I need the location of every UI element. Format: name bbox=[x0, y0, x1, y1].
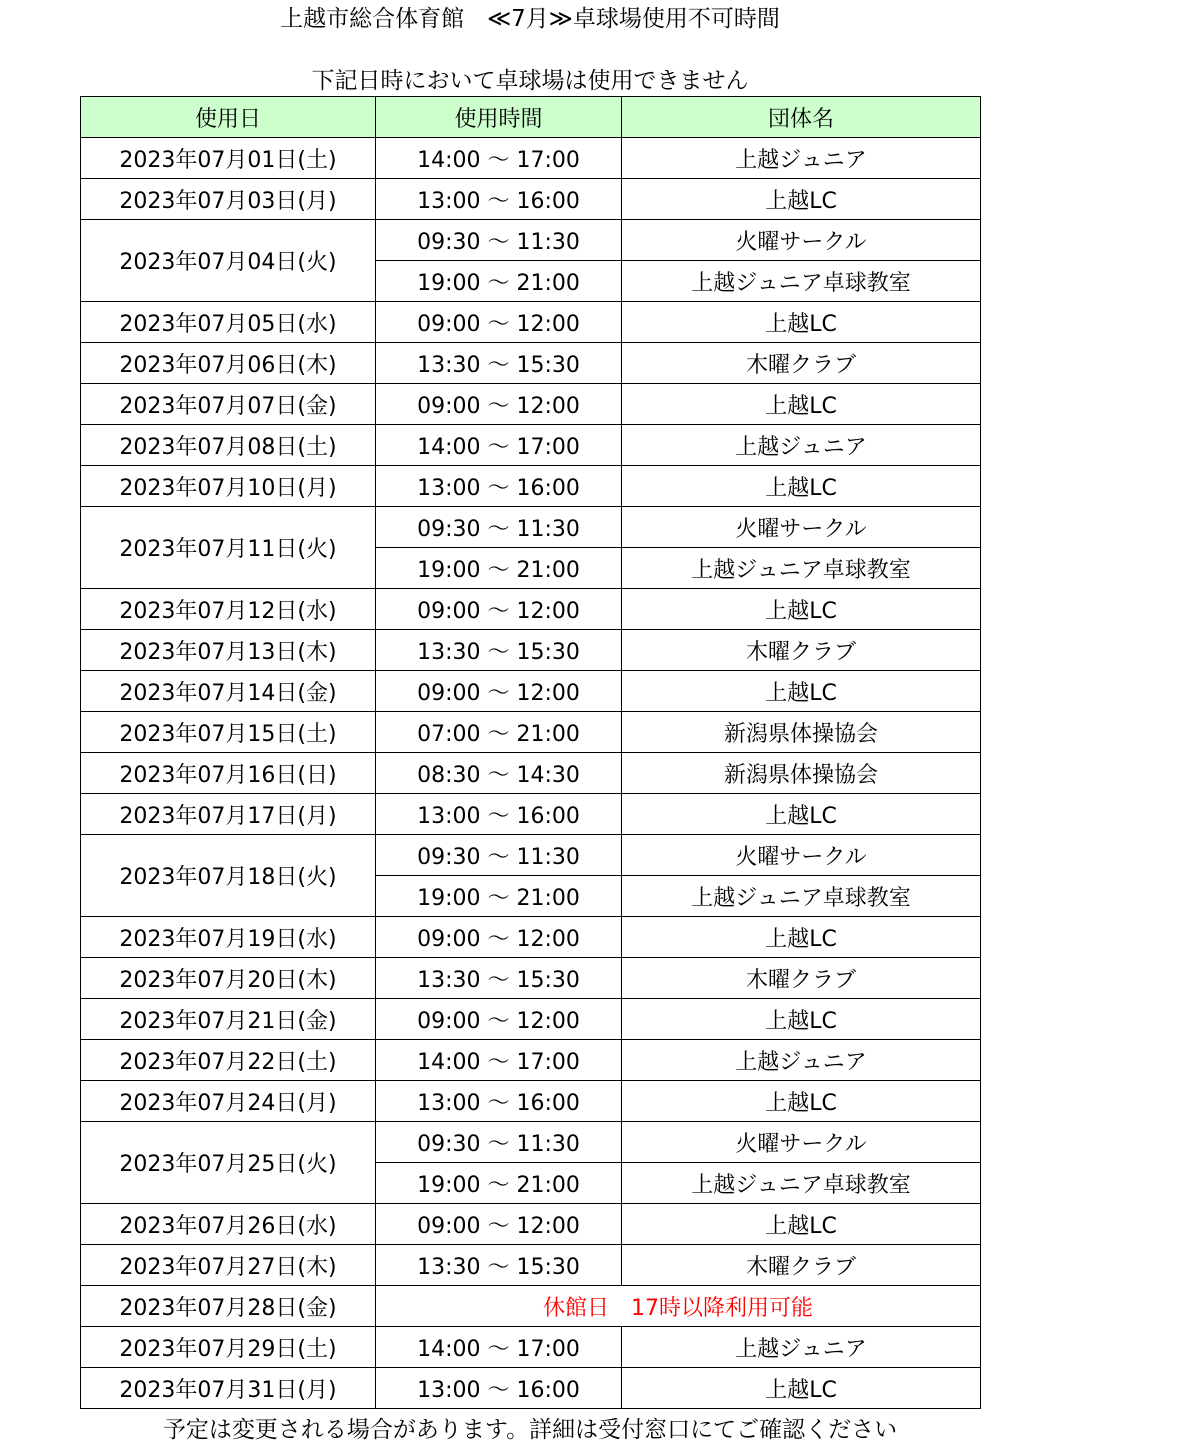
column-header-time: 使用時間 bbox=[376, 97, 622, 138]
time-cell: 13:00 ～ 16:00 bbox=[376, 179, 622, 220]
group-cell: 上越LC bbox=[622, 384, 981, 425]
time-cell: 09:30 ～ 11:30 bbox=[376, 220, 622, 261]
date-cell: 2023年07月27日(木) bbox=[81, 1245, 376, 1286]
group-cell: 上越ジュニア bbox=[622, 425, 981, 466]
group-cell: 上越ジュニア bbox=[622, 138, 981, 179]
time-cell: 19:00 ～ 21:00 bbox=[376, 548, 622, 589]
time-cell: 13:30 ～ 15:30 bbox=[376, 343, 622, 384]
time-cell: 14:00 ～ 17:00 bbox=[376, 1327, 622, 1368]
schedule-table bbox=[80, 96, 981, 1409]
header-row bbox=[81, 97, 981, 138]
time-cell: 13:30 ～ 15:30 bbox=[376, 958, 622, 999]
date-cell: 2023年07月08日(土) bbox=[81, 425, 376, 466]
time-cell: 14:00 ～ 17:00 bbox=[376, 1040, 622, 1081]
date-cell: 2023年07月03日(月) bbox=[81, 179, 376, 220]
table-row bbox=[81, 794, 981, 835]
date-cell: 2023年07月26日(水) bbox=[81, 1204, 376, 1245]
footnote: 予定は変更される場合があります。詳細は受付窓口にてご確認ください bbox=[162, 1417, 898, 1443]
date-cell: 2023年07月31日(月) bbox=[81, 1368, 376, 1409]
date-cell: 2023年07月20日(木) bbox=[81, 958, 376, 999]
group-cell: 木曜クラブ bbox=[622, 630, 981, 671]
group-cell: 上越LC bbox=[622, 1368, 981, 1409]
time-cell: 19:00 ～ 21:00 bbox=[376, 261, 622, 302]
table-row bbox=[81, 384, 981, 425]
time-cell: 07:00 ～ 21:00 bbox=[376, 712, 622, 753]
table-row bbox=[81, 835, 981, 876]
group-cell: 上越ジュニア卓球教室 bbox=[622, 1163, 981, 1204]
group-cell: 上越LC bbox=[622, 671, 981, 712]
table-row bbox=[81, 589, 981, 630]
table-row bbox=[81, 507, 981, 548]
group-cell: 火曜サークル bbox=[622, 835, 981, 876]
table-row bbox=[81, 1081, 981, 1122]
group-cell: 上越LC bbox=[622, 179, 981, 220]
group-cell: 上越LC bbox=[622, 794, 981, 835]
table-row bbox=[81, 712, 981, 753]
group-cell: 上越LC bbox=[622, 917, 981, 958]
group-cell: 火曜サークル bbox=[622, 220, 981, 261]
table-row bbox=[81, 302, 981, 343]
time-cell: 13:30 ～ 15:30 bbox=[376, 1245, 622, 1286]
group-cell: 上越LC bbox=[622, 589, 981, 630]
table-row bbox=[81, 1040, 981, 1081]
date-cell: 2023年07月12日(水) bbox=[81, 589, 376, 630]
date-cell: 2023年07月15日(土) bbox=[81, 712, 376, 753]
date-cell: 2023年07月19日(水) bbox=[81, 917, 376, 958]
time-cell: 09:00 ～ 12:00 bbox=[376, 999, 622, 1040]
time-cell: 09:30 ～ 11:30 bbox=[376, 835, 622, 876]
date-cell: 2023年07月13日(木) bbox=[81, 630, 376, 671]
table-row bbox=[81, 179, 981, 220]
group-cell: 上越LC bbox=[622, 1204, 981, 1245]
table-row bbox=[81, 220, 981, 261]
time-cell: 19:00 ～ 21:00 bbox=[376, 1163, 622, 1204]
table-row bbox=[81, 1327, 981, 1368]
table-row bbox=[81, 999, 981, 1040]
table-row bbox=[81, 1286, 981, 1327]
table-row bbox=[81, 466, 981, 507]
date-cell: 2023年07月18日(火) bbox=[81, 835, 376, 917]
table-row bbox=[81, 1368, 981, 1409]
group-cell: 新潟県体操協会 bbox=[622, 753, 981, 794]
time-cell: 09:00 ～ 12:00 bbox=[376, 589, 622, 630]
time-cell: 13:00 ～ 16:00 bbox=[376, 466, 622, 507]
table-row bbox=[81, 630, 981, 671]
column-header-group: 団体名 bbox=[622, 97, 981, 138]
date-cell: 2023年07月29日(土) bbox=[81, 1327, 376, 1368]
group-cell: 上越LC bbox=[622, 999, 981, 1040]
group-cell: 木曜クラブ bbox=[622, 1245, 981, 1286]
date-cell: 2023年07月06日(木) bbox=[81, 343, 376, 384]
column-header-date: 使用日 bbox=[81, 97, 376, 138]
table-row bbox=[81, 958, 981, 999]
group-cell: 上越ジュニア卓球教室 bbox=[622, 876, 981, 917]
date-cell: 2023年07月05日(水) bbox=[81, 302, 376, 343]
group-cell: 上越ジュニア bbox=[622, 1327, 981, 1368]
group-cell: 上越LC bbox=[622, 1081, 981, 1122]
time-cell: 13:00 ～ 16:00 bbox=[376, 794, 622, 835]
time-cell: 09:00 ～ 12:00 bbox=[376, 1204, 622, 1245]
time-cell: 09:30 ～ 11:30 bbox=[376, 1122, 622, 1163]
group-cell: 木曜クラブ bbox=[622, 343, 981, 384]
table-row bbox=[81, 138, 981, 179]
group-cell: 上越LC bbox=[622, 466, 981, 507]
table-row bbox=[81, 917, 981, 958]
group-cell: 木曜クラブ bbox=[622, 958, 981, 999]
date-cell: 2023年07月14日(金) bbox=[81, 671, 376, 712]
date-cell: 2023年07月22日(土) bbox=[81, 1040, 376, 1081]
time-cell: 13:30 ～ 15:30 bbox=[376, 630, 622, 671]
date-cell: 2023年07月07日(金) bbox=[81, 384, 376, 425]
time-cell: 09:00 ～ 12:00 bbox=[376, 917, 622, 958]
time-cell: 14:00 ～ 17:00 bbox=[376, 425, 622, 466]
group-cell: 火曜サークル bbox=[622, 1122, 981, 1163]
time-cell: 09:00 ～ 12:00 bbox=[376, 302, 622, 343]
time-cell: 09:30 ～ 11:30 bbox=[376, 507, 622, 548]
table-row bbox=[81, 343, 981, 384]
table-row bbox=[81, 1245, 981, 1286]
table-row bbox=[81, 753, 981, 794]
group-cell: 上越ジュニア bbox=[622, 1040, 981, 1081]
group-cell: 新潟県体操協会 bbox=[622, 712, 981, 753]
group-cell: 火曜サークル bbox=[622, 507, 981, 548]
time-cell: 19:00 ～ 21:00 bbox=[376, 876, 622, 917]
group-cell: 上越ジュニア卓球教室 bbox=[622, 261, 981, 302]
date-cell: 2023年07月01日(土) bbox=[81, 138, 376, 179]
table-row bbox=[81, 425, 981, 466]
date-cell: 2023年07月16日(日) bbox=[81, 753, 376, 794]
time-cell: 08:30 ～ 14:30 bbox=[376, 753, 622, 794]
table-row bbox=[81, 1122, 981, 1163]
time-cell: 09:00 ～ 12:00 bbox=[376, 671, 622, 712]
time-cell: 13:00 ～ 16:00 bbox=[376, 1081, 622, 1122]
time-cell: 14:00 ～ 17:00 bbox=[376, 138, 622, 179]
date-cell: 2023年07月11日(火) bbox=[81, 507, 376, 589]
closed-notice-cell: 休館日 17時以降利用可能 bbox=[376, 1286, 981, 1327]
date-cell: 2023年07月28日(金) bbox=[81, 1286, 376, 1327]
page-subtitle: 下記日時において卓球場は使用できません bbox=[311, 68, 749, 94]
table-row bbox=[81, 1204, 981, 1245]
date-cell: 2023年07月17日(月) bbox=[81, 794, 376, 835]
schedule-table-body bbox=[81, 138, 981, 1409]
date-cell: 2023年07月24日(月) bbox=[81, 1081, 376, 1122]
table-row bbox=[81, 671, 981, 712]
date-cell: 2023年07月21日(金) bbox=[81, 999, 376, 1040]
schedule-table-header bbox=[81, 97, 981, 138]
group-cell: 上越LC bbox=[622, 302, 981, 343]
group-cell: 上越ジュニア卓球教室 bbox=[622, 548, 981, 589]
time-cell: 09:00 ～ 12:00 bbox=[376, 384, 622, 425]
time-cell: 13:00 ～ 16:00 bbox=[376, 1368, 622, 1409]
date-cell: 2023年07月10日(月) bbox=[81, 466, 376, 507]
date-cell: 2023年07月04日(火) bbox=[81, 220, 376, 302]
date-cell: 2023年07月25日(火) bbox=[81, 1122, 376, 1204]
page-title: 上越市総合体育館 ≪7月≫卓球場使用不可時間 bbox=[280, 6, 780, 32]
